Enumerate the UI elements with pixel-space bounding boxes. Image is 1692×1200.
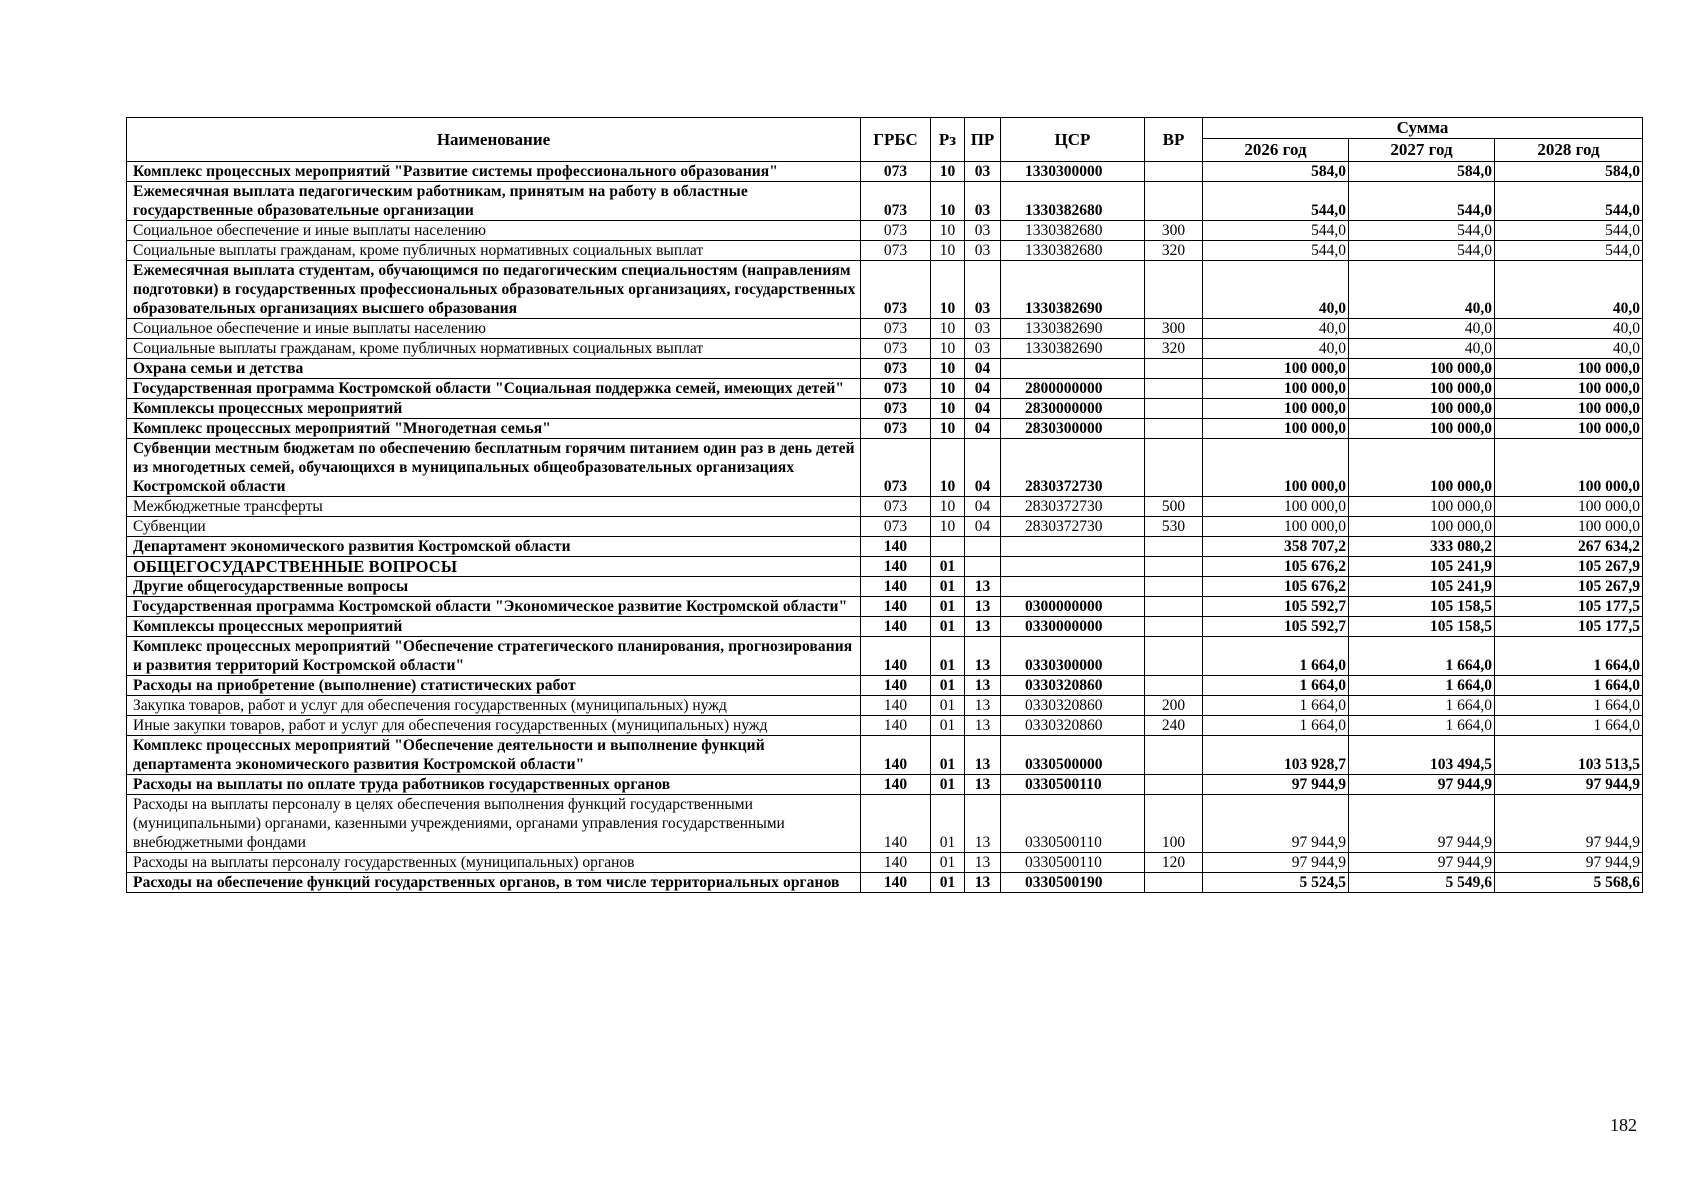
cell-vr: [1145, 557, 1203, 577]
header-rz: Рз: [931, 118, 965, 162]
cell-name: Комплекс процессных мероприятий "Обеспечение стратегического планирования, прогнозирования и развития территорий Костромской области": [127, 637, 861, 676]
cell-sum-2027: 544,0: [1349, 241, 1495, 261]
cell-rz: 10: [931, 419, 965, 439]
cell-rz: 01: [931, 736, 965, 775]
table-row: [127, 873, 1643, 893]
cell-rz: 10: [931, 162, 965, 182]
cell-sum-2028: 267 634,2: [1495, 537, 1643, 557]
cell-rz: 10: [931, 339, 965, 359]
cell-name: Другие общегосударственные вопросы: [127, 577, 861, 597]
cell-sum-2028: 100 000,0: [1495, 359, 1643, 379]
cell-sum-2028: 584,0: [1495, 162, 1643, 182]
cell-grbs: 140: [861, 716, 931, 736]
budget-table: [126, 117, 1643, 893]
cell-sum-2026: 1 664,0: [1203, 637, 1349, 676]
cell-rz: 10: [931, 221, 965, 241]
cell-name: Социальное обеспечение и иные выплаты населению: [127, 221, 861, 241]
table-row: [127, 419, 1643, 439]
cell-vr: [1145, 617, 1203, 637]
cell-name: Социальное обеспечение и иные выплаты населению: [127, 319, 861, 339]
cell-name: Субвенции: [127, 517, 861, 537]
cell-vr: 120: [1145, 853, 1203, 873]
cell-grbs: 140: [861, 676, 931, 696]
cell-sum-2026: 584,0: [1203, 162, 1349, 182]
cell-name: Комплексы процессных мероприятий: [127, 399, 861, 419]
cell-sum-2027: 40,0: [1349, 339, 1495, 359]
cell-sum-2027: 103 494,5: [1349, 736, 1495, 775]
cell-csr: 2830372730: [1001, 517, 1145, 537]
cell-sum-2026: 105 676,2: [1203, 557, 1349, 577]
cell-sum-2028: 1 664,0: [1495, 716, 1643, 736]
cell-grbs: 073: [861, 439, 931, 497]
cell-rz: 01: [931, 716, 965, 736]
cell-vr: [1145, 537, 1203, 557]
cell-rz: 10: [931, 517, 965, 537]
cell-rz: 10: [931, 379, 965, 399]
cell-name: Государственная программа Костромской области "Социальная поддержка семей, имеющих детей": [127, 379, 861, 399]
cell-csr: 0330500110: [1001, 795, 1145, 853]
cell-sum-2027: 100 000,0: [1349, 399, 1495, 419]
cell-sum-2026: 40,0: [1203, 319, 1349, 339]
cell-sum-2028: 100 000,0: [1495, 399, 1643, 419]
cell-vr: [1145, 775, 1203, 795]
table-body: [127, 162, 1643, 893]
cell-sum-2028: 100 000,0: [1495, 419, 1643, 439]
cell-grbs: 073: [861, 319, 931, 339]
cell-sum-2026: 100 000,0: [1203, 517, 1349, 537]
cell-grbs: 073: [861, 497, 931, 517]
cell-sum-2026: 40,0: [1203, 261, 1349, 319]
cell-sum-2026: 105 592,7: [1203, 597, 1349, 617]
cell-vr: [1145, 873, 1203, 893]
cell-name: Расходы на приобретение (выполнение) статистических работ: [127, 676, 861, 696]
table-row: [127, 439, 1643, 497]
cell-csr: 1330382680: [1001, 182, 1145, 221]
table-row: [127, 577, 1643, 597]
table-row: [127, 399, 1643, 419]
cell-sum-2027: 100 000,0: [1349, 497, 1495, 517]
cell-name: Комплекс процессных мероприятий "Обеспечение деятельности и выполнение функций департамента экономического развития Костромской области": [127, 736, 861, 775]
cell-rz: 01: [931, 557, 965, 577]
cell-grbs: 140: [861, 795, 931, 853]
cell-csr: 1330382690: [1001, 319, 1145, 339]
cell-csr: 0330320860: [1001, 696, 1145, 716]
cell-csr: 0330320860: [1001, 716, 1145, 736]
cell-pr: 13: [965, 795, 1001, 853]
header-year-2027: 2027 год: [1349, 139, 1495, 162]
cell-vr: [1145, 577, 1203, 597]
table-row: [127, 182, 1643, 221]
cell-rz: 10: [931, 359, 965, 379]
cell-name: Ежемесячная выплата педагогическим работникам, принятым на работу в областные государственные образовательные организации: [127, 182, 861, 221]
header-year-2026: 2026 год: [1203, 139, 1349, 162]
table-row: [127, 319, 1643, 339]
cell-sum-2026: 103 928,7: [1203, 736, 1349, 775]
cell-pr: 13: [965, 716, 1001, 736]
cell-rz: 01: [931, 637, 965, 676]
cell-sum-2027: 1 664,0: [1349, 716, 1495, 736]
cell-rz: 10: [931, 497, 965, 517]
cell-pr: 13: [965, 637, 1001, 676]
cell-sum-2028: 1 664,0: [1495, 696, 1643, 716]
cell-grbs: 073: [861, 517, 931, 537]
cell-sum-2027: 544,0: [1349, 221, 1495, 241]
cell-vr: [1145, 162, 1203, 182]
cell-rz: 01: [931, 775, 965, 795]
cell-name: Расходы на выплаты персоналу в целях обеспечения выполнения функций государственными (муниципальными) органами, казенными учреждениями, органами управления государственными внебюджетными фондами: [127, 795, 861, 853]
cell-sum-2026: 358 707,2: [1203, 537, 1349, 557]
table-row: [127, 617, 1643, 637]
cell-sum-2026: 97 944,9: [1203, 775, 1349, 795]
cell-vr: 320: [1145, 241, 1203, 261]
cell-vr: [1145, 736, 1203, 775]
header-sum: Сумма: [1203, 118, 1643, 139]
cell-sum-2027: 100 000,0: [1349, 379, 1495, 399]
cell-name: Комплексы процессных мероприятий: [127, 617, 861, 637]
cell-name: Закупка товаров, работ и услуг для обеспечения государственных (муниципальных) нужд: [127, 696, 861, 716]
cell-vr: 300: [1145, 319, 1203, 339]
table-row: [127, 497, 1643, 517]
cell-rz: [931, 537, 965, 557]
cell-vr: 500: [1145, 497, 1203, 517]
cell-csr: 2830372730: [1001, 439, 1145, 497]
cell-sum-2028: 97 944,9: [1495, 795, 1643, 853]
cell-rz: 01: [931, 873, 965, 893]
cell-csr: [1001, 537, 1145, 557]
cell-name: Комплекс процессных мероприятий "Многодетная семья": [127, 419, 861, 439]
cell-vr: [1145, 597, 1203, 617]
cell-pr: 03: [965, 261, 1001, 319]
cell-grbs: 073: [861, 339, 931, 359]
table-row: [127, 359, 1643, 379]
cell-sum-2026: 105 676,2: [1203, 577, 1349, 597]
cell-vr: [1145, 676, 1203, 696]
cell-csr: [1001, 557, 1145, 577]
cell-grbs: 140: [861, 637, 931, 676]
cell-sum-2026: 1 664,0: [1203, 716, 1349, 736]
cell-rz: 01: [931, 853, 965, 873]
cell-sum-2026: 40,0: [1203, 339, 1349, 359]
cell-vr: 200: [1145, 696, 1203, 716]
cell-sum-2028: 1 664,0: [1495, 637, 1643, 676]
cell-sum-2028: 40,0: [1495, 339, 1643, 359]
cell-grbs: 140: [861, 557, 931, 577]
cell-sum-2027: 100 000,0: [1349, 439, 1495, 497]
cell-name: Департамент экономического развития Костромской области: [127, 537, 861, 557]
cell-sum-2027: 5 549,6: [1349, 873, 1495, 893]
cell-sum-2028: 544,0: [1495, 182, 1643, 221]
cell-csr: 0330320860: [1001, 676, 1145, 696]
cell-rz: 10: [931, 439, 965, 497]
cell-name: Ежемесячная выплата студентам, обучающимся по педагогическим специальностям (направлениям подготовки) в государственных профессиональных образовательных организациях, государственных образовательных организациях высшего образования: [127, 261, 861, 319]
cell-sum-2026: 100 000,0: [1203, 359, 1349, 379]
cell-sum-2026: 100 000,0: [1203, 419, 1349, 439]
cell-sum-2027: 1 664,0: [1349, 637, 1495, 676]
cell-sum-2027: 97 944,9: [1349, 795, 1495, 853]
cell-csr: 0330500190: [1001, 873, 1145, 893]
cell-sum-2026: 100 000,0: [1203, 379, 1349, 399]
cell-name: Иные закупки товаров, работ и услуг для обеспечения государственных (муниципальных) нужд: [127, 716, 861, 736]
cell-pr: 03: [965, 182, 1001, 221]
cell-rz: 10: [931, 399, 965, 419]
cell-vr: 320: [1145, 339, 1203, 359]
cell-vr: [1145, 637, 1203, 676]
cell-grbs: 073: [861, 359, 931, 379]
cell-pr: 04: [965, 497, 1001, 517]
table-row: [127, 241, 1643, 261]
cell-name: Государственная программа Костромской области "Экономическое развитие Костромской области": [127, 597, 861, 617]
table-row: [127, 637, 1643, 676]
table-row: [127, 517, 1643, 537]
cell-sum-2028: 105 177,5: [1495, 597, 1643, 617]
cell-grbs: 073: [861, 379, 931, 399]
cell-sum-2028: 103 513,5: [1495, 736, 1643, 775]
cell-pr: 03: [965, 221, 1001, 241]
page-number: 182: [1610, 1115, 1637, 1135]
cell-name: ОБЩЕГОСУДАРСТВЕННЫЕ ВОПРОСЫ: [127, 557, 861, 577]
cell-sum-2027: 584,0: [1349, 162, 1495, 182]
cell-sum-2027: 1 664,0: [1349, 696, 1495, 716]
table-row: [127, 221, 1643, 241]
cell-pr: 13: [965, 676, 1001, 696]
table-row: [127, 736, 1643, 775]
cell-pr: 04: [965, 517, 1001, 537]
cell-rz: 01: [931, 676, 965, 696]
cell-csr: [1001, 359, 1145, 379]
cell-vr: [1145, 379, 1203, 399]
table-row: [127, 261, 1643, 319]
cell-pr: 04: [965, 419, 1001, 439]
table-row: [127, 795, 1643, 853]
cell-vr: [1145, 419, 1203, 439]
cell-csr: 1330382690: [1001, 339, 1145, 359]
cell-sum-2027: 100 000,0: [1349, 359, 1495, 379]
cell-sum-2026: 97 944,9: [1203, 795, 1349, 853]
cell-sum-2027: 97 944,9: [1349, 775, 1495, 795]
cell-pr: 13: [965, 597, 1001, 617]
cell-csr: 0330500110: [1001, 853, 1145, 873]
cell-grbs: 073: [861, 419, 931, 439]
cell-pr: 13: [965, 696, 1001, 716]
cell-name: Комплекс процессных мероприятий "Развитие системы профессионального образования": [127, 162, 861, 182]
table-row: [127, 716, 1643, 736]
cell-pr: 03: [965, 241, 1001, 261]
cell-grbs: 073: [861, 241, 931, 261]
table-row: [127, 676, 1643, 696]
cell-csr: 0300000000: [1001, 597, 1145, 617]
cell-rz: 01: [931, 795, 965, 853]
cell-csr: 0330300000: [1001, 637, 1145, 676]
cell-name: Межбюджетные трансферты: [127, 497, 861, 517]
cell-pr: 04: [965, 439, 1001, 497]
table-row: [127, 379, 1643, 399]
cell-sum-2026: 544,0: [1203, 182, 1349, 221]
cell-sum-2026: 100 000,0: [1203, 399, 1349, 419]
table-row: [127, 853, 1643, 873]
cell-csr: 2830372730: [1001, 497, 1145, 517]
cell-sum-2027: 100 000,0: [1349, 517, 1495, 537]
table-row: [127, 696, 1643, 716]
cell-sum-2028: 544,0: [1495, 221, 1643, 241]
cell-sum-2028: 544,0: [1495, 241, 1643, 261]
cell-sum-2027: 105 158,5: [1349, 617, 1495, 637]
header-name: Наименование: [127, 118, 861, 162]
cell-csr: 1330382690: [1001, 261, 1145, 319]
cell-rz: 01: [931, 696, 965, 716]
cell-vr: [1145, 439, 1203, 497]
cell-pr: [965, 557, 1001, 577]
cell-rz: 01: [931, 597, 965, 617]
table-row: [127, 162, 1643, 182]
cell-csr: 1330382680: [1001, 221, 1145, 241]
cell-sum-2026: 544,0: [1203, 221, 1349, 241]
cell-sum-2026: 1 664,0: [1203, 676, 1349, 696]
cell-pr: [965, 537, 1001, 557]
cell-vr: 100: [1145, 795, 1203, 853]
cell-sum-2028: 97 944,9: [1495, 775, 1643, 795]
cell-sum-2026: 100 000,0: [1203, 439, 1349, 497]
header-year-2028: 2028 год: [1495, 139, 1643, 162]
cell-grbs: 140: [861, 853, 931, 873]
cell-csr: 2830300000: [1001, 419, 1145, 439]
cell-sum-2027: 40,0: [1349, 319, 1495, 339]
cell-rz: 01: [931, 577, 965, 597]
cell-csr: 0330000000: [1001, 617, 1145, 637]
cell-csr: 2800000000: [1001, 379, 1145, 399]
cell-csr: [1001, 577, 1145, 597]
cell-grbs: 140: [861, 775, 931, 795]
cell-vr: [1145, 182, 1203, 221]
cell-rz: 10: [931, 182, 965, 221]
cell-sum-2028: 105 267,9: [1495, 577, 1643, 597]
cell-vr: [1145, 261, 1203, 319]
cell-grbs: 073: [861, 261, 931, 319]
cell-csr: 1330382680: [1001, 241, 1145, 261]
cell-grbs: 140: [861, 873, 931, 893]
cell-pr: 03: [965, 339, 1001, 359]
cell-rz: 01: [931, 617, 965, 637]
cell-sum-2028: 5 568,6: [1495, 873, 1643, 893]
cell-sum-2027: 544,0: [1349, 182, 1495, 221]
cell-sum-2027: 105 241,9: [1349, 557, 1495, 577]
cell-sum-2027: 105 158,5: [1349, 597, 1495, 617]
cell-name: Охрана семьи и детства: [127, 359, 861, 379]
cell-pr: 13: [965, 577, 1001, 597]
cell-name: Социальные выплаты гражданам, кроме публичных нормативных социальных выплат: [127, 339, 861, 359]
cell-pr: 13: [965, 775, 1001, 795]
cell-sum-2027: 333 080,2: [1349, 537, 1495, 557]
table-row: [127, 775, 1643, 795]
cell-grbs: 073: [861, 221, 931, 241]
cell-sum-2028: 100 000,0: [1495, 497, 1643, 517]
cell-grbs: 140: [861, 736, 931, 775]
header-grbs: ГРБС: [861, 118, 931, 162]
cell-vr: 240: [1145, 716, 1203, 736]
cell-grbs: 140: [861, 537, 931, 557]
cell-pr: 13: [965, 853, 1001, 873]
cell-grbs: 073: [861, 182, 931, 221]
cell-sum-2028: 100 000,0: [1495, 379, 1643, 399]
cell-sum-2027: 100 000,0: [1349, 419, 1495, 439]
cell-sum-2028: 100 000,0: [1495, 517, 1643, 537]
header-vr: ВР: [1145, 118, 1203, 162]
cell-csr: 0330500110: [1001, 775, 1145, 795]
cell-pr: 13: [965, 736, 1001, 775]
cell-sum-2028: 100 000,0: [1495, 439, 1643, 497]
cell-pr: 13: [965, 617, 1001, 637]
cell-pr: 03: [965, 319, 1001, 339]
cell-vr: 530: [1145, 517, 1203, 537]
cell-sum-2028: 105 177,5: [1495, 617, 1643, 637]
cell-sum-2026: 100 000,0: [1203, 497, 1349, 517]
cell-rz: 10: [931, 319, 965, 339]
cell-name: Субвенции местным бюджетам по обеспечению бесплатным горячим питанием один раз в день детей из многодетных семей, обучающихся в муниципальных общеобразовательных организациях Костромской области: [127, 439, 861, 497]
cell-sum-2027: 1 664,0: [1349, 676, 1495, 696]
cell-pr: 04: [965, 359, 1001, 379]
cell-csr: 1330300000: [1001, 162, 1145, 182]
table-row: [127, 597, 1643, 617]
cell-sum-2028: 97 944,9: [1495, 853, 1643, 873]
table-row: [127, 537, 1643, 557]
table-header: [127, 118, 1643, 162]
cell-sum-2026: 544,0: [1203, 241, 1349, 261]
cell-rz: 10: [931, 241, 965, 261]
cell-name: Социальные выплаты гражданам, кроме публичных нормативных социальных выплат: [127, 241, 861, 261]
cell-rz: 10: [931, 261, 965, 319]
cell-pr: 04: [965, 399, 1001, 419]
cell-sum-2026: 105 592,7: [1203, 617, 1349, 637]
cell-csr: 0330500000: [1001, 736, 1145, 775]
cell-csr: 2830000000: [1001, 399, 1145, 419]
cell-sum-2028: 1 664,0: [1495, 676, 1643, 696]
cell-pr: 03: [965, 162, 1001, 182]
cell-grbs: 073: [861, 162, 931, 182]
cell-sum-2026: 5 524,5: [1203, 873, 1349, 893]
cell-name: Расходы на обеспечение функций государственных органов, в том числе территориальных органов: [127, 873, 861, 893]
table-row: [127, 339, 1643, 359]
cell-sum-2027: 97 944,9: [1349, 853, 1495, 873]
cell-sum-2026: 1 664,0: [1203, 696, 1349, 716]
cell-name: Расходы на выплаты по оплате труда работников государственных органов: [127, 775, 861, 795]
cell-grbs: 073: [861, 399, 931, 419]
cell-name: Расходы на выплаты персоналу государственных (муниципальных) органов: [127, 853, 861, 873]
cell-sum-2027: 105 241,9: [1349, 577, 1495, 597]
header-csr: ЦСР: [1001, 118, 1145, 162]
cell-pr: 04: [965, 379, 1001, 399]
cell-sum-2028: 40,0: [1495, 319, 1643, 339]
cell-vr: 300: [1145, 221, 1203, 241]
cell-vr: [1145, 399, 1203, 419]
cell-sum-2026: 97 944,9: [1203, 853, 1349, 873]
cell-sum-2028: 40,0: [1495, 261, 1643, 319]
cell-grbs: 140: [861, 597, 931, 617]
cell-grbs: 140: [861, 617, 931, 637]
header-pr: ПР: [965, 118, 1001, 162]
cell-sum-2028: 105 267,9: [1495, 557, 1643, 577]
cell-vr: [1145, 359, 1203, 379]
table-row: [127, 557, 1643, 577]
cell-pr: 13: [965, 873, 1001, 893]
cell-grbs: 140: [861, 696, 931, 716]
cell-sum-2027: 40,0: [1349, 261, 1495, 319]
cell-grbs: 140: [861, 577, 931, 597]
budget-table-sheet: [126, 117, 1642, 893]
